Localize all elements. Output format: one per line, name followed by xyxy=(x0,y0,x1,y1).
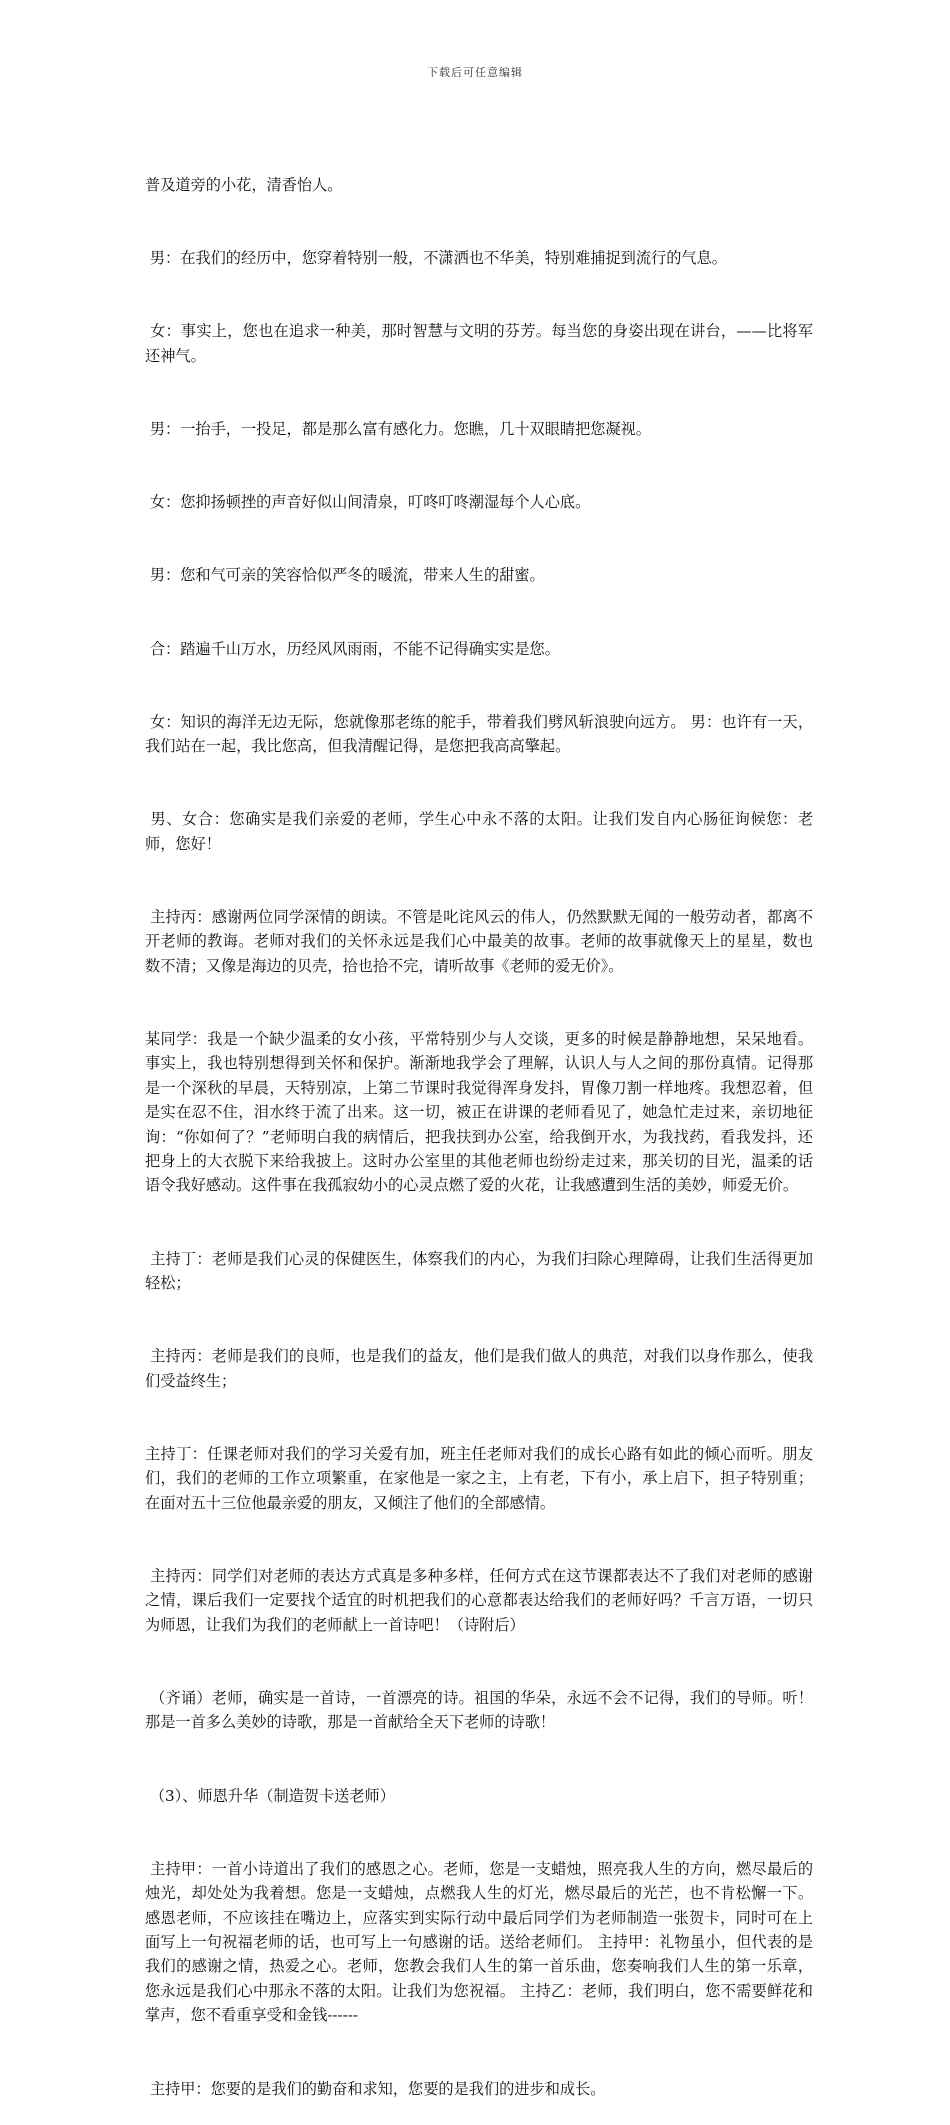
paragraph: 女：您抑扬顿挫的声音好似山间清泉，叮咚叮咚潮湿每个人心底。 xyxy=(145,493,591,512)
paragraph: 男：您和气可亲的笑容恰似严冬的暖流，带来人生的甜蜜。 xyxy=(145,566,545,585)
paragraph: 合：踏遍千山万水，历经风风雨雨，不能不记得确实实是您。 xyxy=(145,639,560,658)
paragraph: 男：一抬手，一投足，都是那么富有感化力。您瞧，几十双眼睛把您凝视。 xyxy=(145,419,652,438)
section-heading: （3）、师恩升华（制造贺卡送老师） xyxy=(145,1786,395,1805)
paragraph: 女：知识的海洋无边无际，您就像那老练的舵手，带着我们劈风斩浪驶向远方。 男：也许有一天，我们站在一起，我比您高，但我清醒记得，是您把我高高擎起。 xyxy=(145,712,814,756)
paragraph: 主持丙：感谢两位同学深情的朗读。不管是叱诧风云的伟人，仍然默默无闻的一般劳动者，都离不开老师的教诲。老师对我们的关怀永远是我们心中最美的故事。老师的故事就像天上的星星，数也数不清；又像是海边的贝壳，拾也拾不完，请听故事《老师的爱无价》。 xyxy=(145,908,814,975)
paragraph: 女：事实上，您也在追求一种美，那时智慧与文明的芬芳。每当您的身姿出现在讲台，——比将军还神气。 xyxy=(145,322,814,365)
paragraph: 主持甲：一首小诗道出了我们的感恩之心。老师，您是一支蜡烛，照亮我人生的方向，燃尽最后的烛光，却处处为我着想。您是一支蜡烛，点燃我人生的灯光，燃尽最后的光芒，也不肯松懈一下。感恩老师，不应该挂在嘴边上，应落实到实际行动中最后同学们为老师制造一张贺卡，同时可在上面写上一句祝福老师的话，也可写上一句感谢的话。送给老师们。 主持甲：礼物虽小，但代表的是我们的感谢之情，热爱之心。老师，您教会我们人生的第一首乐曲，您奏响我们人生的第一乐章，您永远是我们心中那永不落的太阳。让我们为您祝福。 主持乙：老师，我们明白，您不需要鲜花和掌声，您不看重享受和金钱------ xyxy=(145,1859,814,2025)
paragraph: 主持丁：老师是我们心灵的保健医生，体察我们的内心，为我们扫除心理障碍，让我们生活得更加轻松； xyxy=(145,1249,814,1293)
paragraph: 普及道旁的小花，清香怡人。 xyxy=(145,175,343,194)
page-header: 下载后可任意编辑 xyxy=(427,66,523,79)
paragraph: 男：在我们的经历中，您穿着特别一般，不潇洒也不华美，特别难捕捉到流行的气息。 xyxy=(145,249,727,268)
paragraph: 主持甲：您要的是我们的勤奋和求知，您要的是我们的进步和成长。 xyxy=(145,2079,606,2098)
paragraph: （齐诵）老师，确实是一首诗，一首漂亮的诗。祖国的华朵，永远不会不记得，我们的导师。听！那是一首多么美妙的诗歌，那是一首献给全天下老师的诗歌！ xyxy=(145,1689,814,1732)
paragraph: 主持丁：任课老师对我们的学习关爱有加，班主任老师对我们的成长心路有如此的倾心而听。朋友们，我们的老师的工作立项繁重，在家他是一家之主，上有老，下有小，承上启下，担子特别重；在面对五十三位他最亲爱的朋友，又倾注了他们的全部感情。 xyxy=(145,1444,813,1512)
document-body xyxy=(145,124,813,2125)
paragraph: 主持丙：老师是我们的良师，也是我们的益友，他们是我们做人的典范，对我们以身作那么，使我们受益终生； xyxy=(145,1347,814,1390)
paragraph: 某同学：我是一个缺少温柔的女小孩，平常特别少与人交谈，更多的时候是静静地想，呆呆地看。事实上，我也特别想得到关怀和保护。渐渐地我学会了理解，认识人与人之间的那份真情。记得那是一个深秋的早晨，天特别凉，上第二节课时我觉得浑身发抖，胃像刀割一样地疼。我想忍着，但是实在忍不住，泪水终于流了出来。这一切，被正在讲课的老师看见了，她急忙走过来，亲切地征询：“你如何了？”老师明白我的病情后，把我扶到办公室，给我倒开水，为我找药，看我发抖，还把身上的大衣脱下来给我披上。这时办公室里的其他老师也纷纷走过来，那关切的目光，温柔的话语令我好感动。这件事在我孤寂幼小的心灵点燃了爱的火花，让我感遭到生活的美妙，师爱无价。 xyxy=(145,1030,813,1195)
paragraph: 主持丙：同学们对老师的表达方式真是多种多样，任何方式在这节课都表达不了我们对老师的感谢之情，课后我们一定要找个适宜的时机把我们的心意都表达给我们的老师好吗？千言万语，一切只为师恩，让我们为我们的老师献上一首诗吧！（诗附后） xyxy=(145,1566,814,1634)
paragraph: 男、女合：您确实是我们亲爱的老师，学生心中永不落的太阳。让我们发自内心肠征询候您：老师，您好！ xyxy=(145,810,814,853)
